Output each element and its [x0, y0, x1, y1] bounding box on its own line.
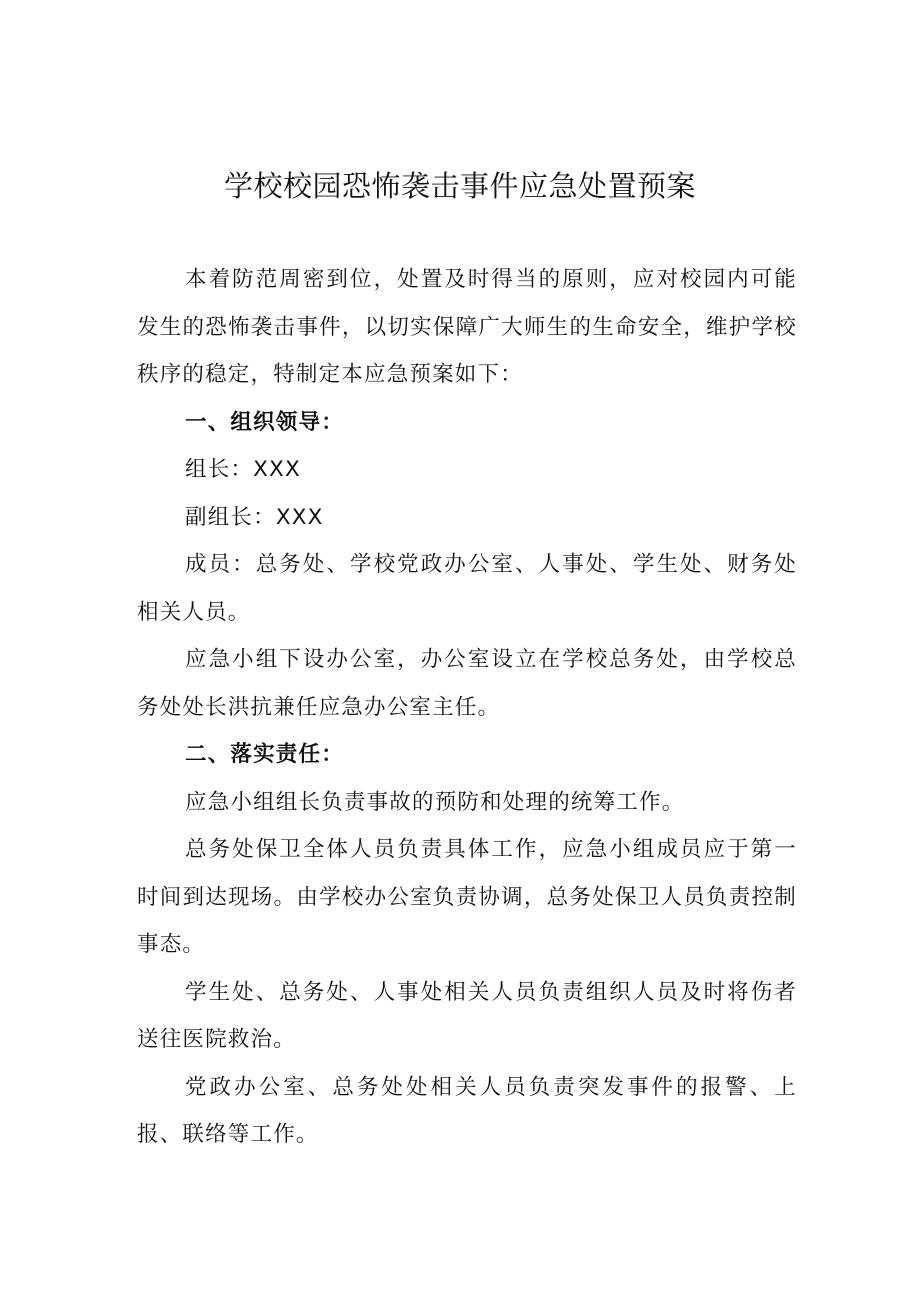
- leader-line: [137, 446, 797, 494]
- document-body: [137, 256, 797, 1159]
- leader-value: XXX: [253, 457, 301, 482]
- intro-paragraph: 本着防范周密到位，处置及时得当的原则，应对校园内可能发生的恐怖袭击事件，以切实保障广大师生的生命安全，维护学校秩序的稳定，特制定本应急预案如下：: [137, 267, 797, 387]
- members-paragraph: 成员：总务处、学校党政办公室、人事处、学生处、财务处相关人员。: [137, 552, 797, 625]
- responsibility-paragraph-2: 总务处保卫全体人员负责具体工作，应急小组成员应于第一时间到达现场。由学校办公室负责协调，总务处保卫人员负责控制事态。: [137, 837, 797, 957]
- leader-label: 组长：: [185, 457, 254, 482]
- deputy-label: 副组长：: [185, 504, 276, 530]
- responsibility-paragraph-1: 应急小组组长负责事故的预防和处理的统筹工作。: [185, 789, 685, 815]
- responsibility-paragraph-4: 党政办公室、总务处处相关人员负责突发事件的报警、上报、联络等工作。: [137, 1074, 797, 1147]
- responsibility-paragraph-3: 学生处、总务处、人事处相关人员负责组织人员及时将伤者送往医院救治。: [137, 979, 797, 1052]
- section-heading-responsibility: 二、落实责任：: [185, 742, 344, 767]
- office-paragraph: 应急小组下设办公室，办公室设立在学校总务处，由学校总务处处长洪抗兼任应急办公室主任。: [137, 647, 797, 720]
- deputy-value: XXX: [275, 504, 324, 530]
- deputy-leader-line: [137, 494, 797, 542]
- document-title: 学校校园恐怖袭击事件应急处置预案: [223, 169, 696, 203]
- section-heading-organization: 一、组织领导：: [185, 409, 344, 435]
